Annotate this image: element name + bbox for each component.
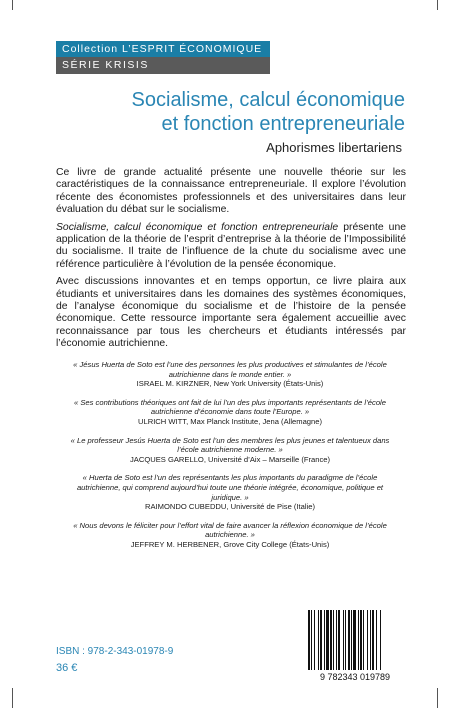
- blurb-paragraph-2-text: présente une application de la théorie de l’esprit d’entreprise à la théorie de l’Impossibilité du socialisme. Il traite de l’influence de la chute du socialisme avec une référence particulière à l’évolution de la pensée économique.: [56, 221, 406, 270]
- endorsement-quote: [64, 360, 396, 389]
- crop-mark-bottom-left: [12, 688, 13, 708]
- quote-author: ULRICH WITT, Max Planck Institute, Jena (Allemagne): [138, 416, 322, 426]
- endorsement-quote: [64, 473, 396, 511]
- quote-text: « Le professeur Jesús Huerta de Soto est l’un des membres les plus jeunes et talentueux dans l’école autrichienne moderne. »: [70, 435, 390, 455]
- endorsement-quote: [64, 436, 396, 465]
- price: 36 €: [56, 662, 78, 674]
- isbn: ISBN : 978-2-343-01978-9: [56, 646, 174, 657]
- endorsement-quote: [64, 398, 396, 427]
- quote-author: JACQUES GARELLO, Université d’Aix – Marseille (France): [129, 454, 331, 464]
- blurb: [56, 167, 406, 356]
- title-line-1: Socialisme, calcul économique: [131, 89, 405, 111]
- quote-text: « Ses contributions théoriques ont fait de lui l’un des plus importants représentants de l’école autrichienne d’économie dans toute l’Europe. »: [74, 397, 386, 417]
- crop-mark-bottom-right: [437, 688, 438, 708]
- barcode-icon: [300, 606, 410, 684]
- series-band: SÉRIE KRISIS: [56, 57, 270, 74]
- crop-mark-top-right: [437, 0, 438, 10]
- blurb-paragraph-3: Avec discussions innovantes et en temps opportun, ce livre plaira aux étudiants et universitaires dans les domaines des systèmes économiques, de l’analyse économique du socialisme et de l’histoire de la pensée économique. Cette ressource importante sera également accueillie avec reconnaissance par tous les chercheurs et étudiants intéressés par l’économie autrichienne.: [56, 276, 406, 350]
- crop-mark-top-left: [12, 0, 13, 10]
- collection-band: Collection L’ESPRIT ÉCONOMIQUE: [56, 41, 270, 57]
- quote-author: JEFFREY M. HERBENER, Grove City College (États-Unis): [130, 539, 330, 549]
- blurb-paragraph-2: [56, 222, 406, 272]
- book-title: [60, 88, 405, 136]
- book-subtitle: Aphorismes libertariens: [266, 140, 402, 155]
- title-line-2: et fonction entrepreneuriale: [161, 113, 405, 135]
- endorsement-quote: [64, 521, 396, 550]
- barcode-number: 9 782343 019789: [319, 672, 391, 682]
- blurb-paragraph-1: Ce livre de grande actualité présente une nouvelle théorie sur les caractéristiques de la connaissance entrepreneuriale. Il explore l’évolution récente des économistes professionnels et des universitaires dans leur évaluation du débat sur le socialisme.: [56, 167, 406, 216]
- quote-text: « Jésus Huerta de Soto est l’une des personnes les plus productives et stimulantes de l’école autrichienne dans le monde entier. »: [73, 360, 387, 379]
- endorsements: [64, 360, 396, 559]
- quote-text: « Huerta de Soto est l’un des représentants les plus importants du paradigme de l’école autrichienne, qui comprend aujourd’hui toute une théorie intégrée, économique, politique et juridique. »: [76, 473, 384, 502]
- quote-author: ISRAEL M. KIRZNER, New York University (États-Unis): [136, 379, 324, 389]
- quote-author: RAIMONDO CUBEDDU, Université de Pise (Italie): [144, 502, 316, 512]
- book-title-italic: Socialisme, calcul économique et fonction entrepreneuriale: [56, 221, 339, 233]
- quote-text: « Nous devons le féliciter pour l’effort vital de faire avancer la réflexion économique de l’école autrichienne. »: [73, 520, 387, 540]
